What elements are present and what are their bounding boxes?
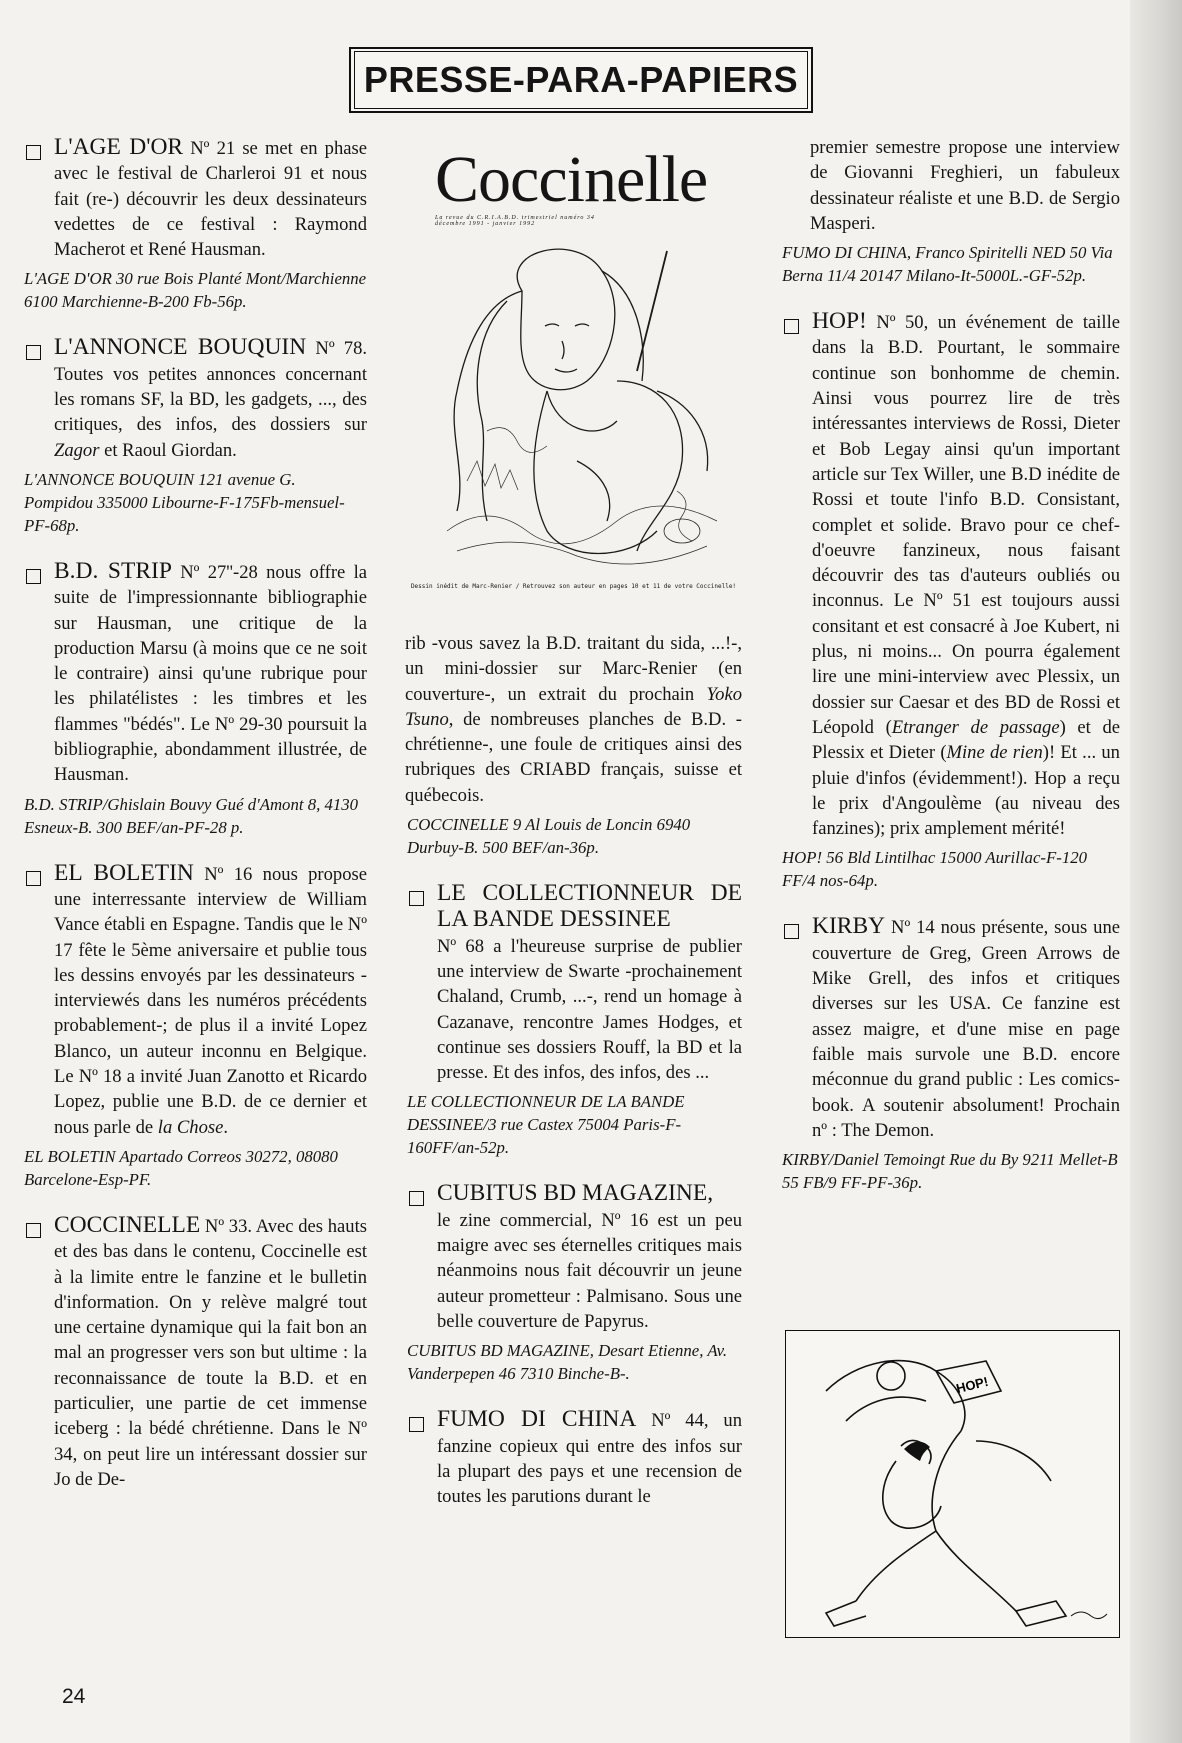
review-address: L'ANNONCE BOUQUIN 121 avenue G. Pompidou 335000 Libourne-F-175Fb-mensuel-PF-68p. [24,469,345,535]
cover-caption: Dessin inédit de Marc-Renier / Retrouvez son auteur en pages 10 et 11 de votre Coccinelle! [410,583,737,590]
review-entry [780,309,1120,892]
fanzine-name: L'AGE D'OR [54,134,184,160]
review-address: HOP! 56 Bld Lintilhac 15000 Aurillac-F-120 FF/4 nos-64p. [782,848,1087,891]
checkbox-icon [26,871,41,886]
review-address: LE COLLECTIONNEUR DE LA BANDE DESSINEE/3 rue Castex 75004 Paris-F-160FF/an-52p. [407,1092,685,1158]
review-entry-continued [405,631,742,859]
review-entry [22,861,367,1191]
page-edge [1130,0,1182,1743]
review-address: COCCINELLE 9 Al Louis de Loncin 6940 Durbuy-B. 500 BEF/an-36p. [407,815,691,858]
review-text: Nº 33. Avec des hauts et des bas dans le contenu, Coccinelle est à la limite entre le fanzine et le bulletin d'information. On y relève malgré tout une certaine dynamique qui la fait bon an mal an progresser vers son but ultime : la reconnaissance de toute la B.D. et en particulier, une partie de cet immense iceberg : la bédé chrétienne. Dans le Nº 34, on peut lire un intéressant dossier sur Jo de De- [54,1215,367,1490]
review-entry [780,914,1120,1194]
cover-subline-2: décembre 1991 - janvier 1992 [435,221,536,227]
cover-logo: Coccinelle [435,143,708,216]
cartoon-sign-text: HOP! [954,1373,990,1397]
column-1 [22,135,367,1514]
checkbox-icon [26,345,41,360]
review-entry-continued [780,135,1120,287]
review-entry [22,135,367,313]
checkbox-icon [26,145,41,160]
review-text: Nº 78. Toutes vos petites annonces concernant les romans SF, la BD, les gadgets, ..., des critiques, des infos, des dossiers sur [54,338,368,436]
review-text: Nº 14 nous présente, sous une couverture de Greg, Green Arrows de Mike Grell, des infos et critiques diverses sur les USA. Ce fanzine est assez maigre, et d'une mise en page faible mais survole une B.D. encore méconnue du grand public : Les comics-book. A soutenir absolument! Prochain nº : The Demon. [812,917,1120,1141]
page-number: 24 [62,1685,86,1708]
review-text-italic: Yoko Tsuno [405,683,742,730]
page-title-box [349,47,813,113]
checkbox-icon [26,1223,41,1238]
review-address: FUMO DI CHINA, Franco Spiritelli NED 50 Via Berna 11/4 20147 Milano-It-5000L.-GF-52p. [782,243,1113,286]
review-text-italic: Etranger de passage [891,716,1060,738]
review-text-italic: Mine de rien [946,742,1043,764]
review-text: . [223,1116,229,1138]
checkbox-icon [409,1191,424,1206]
artist-signature [1071,1612,1107,1619]
review-text: et Raoul Giordan. [99,439,237,461]
review-text-italic: la Chose [157,1116,224,1138]
fanzine-name: EL BOLETIN [54,859,194,886]
fanzine-name: KIRBY [812,913,886,940]
cartoon-illustration [785,1330,1120,1638]
page-title: PRESSE-PARA-PAPIERS [354,51,808,109]
review-text-italic: Zagor [54,439,100,461]
review-text: ) et de Plessix et Dieter ( [812,716,1120,764]
checkbox-icon [784,319,799,334]
review-text: Nº 16 nous propose une interressante interview de William Vance établi en Espagne. Tandis que le Nº 17 fête le 5ème aniversaire et publie tous les dessins envoyés par les dessinateurs -interviewés dans les numéros précédents probablement-; de plus il a invité Lopez Blanco, un auteur inconnu en Belgique. Le Nº 18 a invité Juan Zanotto et Ricardo Lopez, publie une B.D. de ce dernier et nous parle de [54,863,367,1138]
review-entry [22,335,367,536]
cover-subline: La revue du C.R.I.A.B.D. trimestriel numéro 34 [435,215,595,221]
checkbox-icon [409,891,424,906]
review-entry [22,559,367,839]
fanzine-name: COCCINELLE [54,1211,201,1238]
review-address: EL BOLETIN Apartado Correos 30272, 08080 Barcelone-Esp-PF. [24,1146,338,1189]
review-address: L'AGE D'OR 30 rue Bois Planté Mont/Marchienne 6100 Marchienne-B-200 Fb-56p. [24,269,367,312]
review-entry [405,881,742,1159]
review-text: Nº 21 se met en phase avec le festival de Charleroi 91 et nous fait (re-) découvrir les deux dessinateurs vedettes de ce festival : Raymond Macherot et René Hausman. [54,138,367,261]
column-3 [780,135,1120,1216]
review-address: KIRBY/Daniel Temoingt Rue du By 9211 Mellet-B 55 FB/9 FF-PF-36p. [782,1150,1118,1193]
cover-illustration [427,231,737,576]
fanzine-name: B.D. STRIP [54,557,172,584]
review-text: le zine commercial, Nº 16 est un peu maigre avec ses éternelles critiques mais néanmoins nous fait découvrir un jeune auteur prometteur : Palmisano. Sous une belle couverture de Papyrus. [437,1209,742,1332]
checkbox-icon [784,924,799,939]
fanzine-name: HOP! [812,308,867,335]
checkbox-icon [26,569,41,584]
review-text: Nº 50, un événement de taille dans la B.D. Pourtant, le sommaire continue son bonhomme de chemin. Ainsi vous pourrez lire de très intéressantes interviews de Rossi, Dieter et Bob Legay ainsi qu'un important article sur Tex Willer, une B.D inédite de Rossi et toute l'info B.D. Consistant, complet et solide. Bravo pour ce chef-d'oeuvre fanzineux, nous faisant découvrir des tas d'auteurs oubliés ou inconnus. Le Nº 51 est toujours aussi consitant et est consacré à Joe Kubert, ni plus, ni moins... On pourra également lire une mini-interview avec Plessix, un dossier sur Caesar et des BD de Rossi et Léopold ( [812,312,1120,738]
fanzine-name: FUMO DI CHINA [437,1406,637,1433]
fanzine-name: CUBITUS BD MAGAZINE, [437,1180,714,1207]
review-text: Nº 44, un fanzine copieux qui entre des infos sur la plupart des pays et une recension de toutes les parutions durant le [437,1410,742,1508]
review-entry [22,1213,367,1492]
review-text: rib -vous savez la B.D. traitant du sida, ...!-, un mini-dossier sur Marc-Renier (en couverture-, un extrait du prochain [405,633,742,705]
review-text: )! Et ... un pluie d'infos (évidemment!). Hop a reçu le prix d'Angoulème (au niveau des fanzines); prix amplement mérité! [812,742,1120,840]
review-text: , de nombreuses planches de B.D. -chrétienne-, une foule de critiques ainsi des rubriques des CRIABD français, suisse et québecois. [405,708,742,806]
cartoon-drawing [786,1331,1117,1635]
fanzine-name: L'ANNONCE BOUQUIN [54,334,307,361]
review-entry [405,1407,742,1509]
column-2 [405,135,742,1531]
review-text: premier semestre propose une interview de Giovanni Freghieri, un fabuleux dessinateur réaliste et une B.D. de Sergio Masperi. [810,137,1120,234]
coccinelle-cover [405,145,742,591]
review-address: CUBITUS BD MAGAZINE, Desart Etienne, Av. Vanderpepen 46 7310 Binche-B-. [407,1341,728,1384]
review-text: Nº 27''-28 nous offre la suite de l'impressionnante bibliographie sur Hausman, une critique de la production Marsu (à moins que ce ne soit le contraire) ainsi qu'une rubrique pour les philatélistes : les timbres et les flammes "bédés". Le Nº 29-30 poursuit la bibliographie, abondamment illustrée, de Hausman. [54,561,368,786]
review-entry [405,1181,742,1385]
fanzine-name: LE COLLECTIONNEUR DE LA BANDE DESSINEE [437,880,742,933]
checkbox-icon [409,1417,424,1432]
review-text: Nº 68 a l'heureuse surprise de publier une interview de Swarte -prochainement Chaland, Crumb, ...-, rend un homage à Cazanave, rencontre James Hodges, et continue ses dossiers Rouff, la BD et la presse. Et des infos, des infos, des ... [437,935,742,1084]
review-address: B.D. STRIP/Ghislain Bouvy Gué d'Amont 8, 4130 Esneux-B. 300 BEF/an-PF-28 p. [24,794,359,837]
